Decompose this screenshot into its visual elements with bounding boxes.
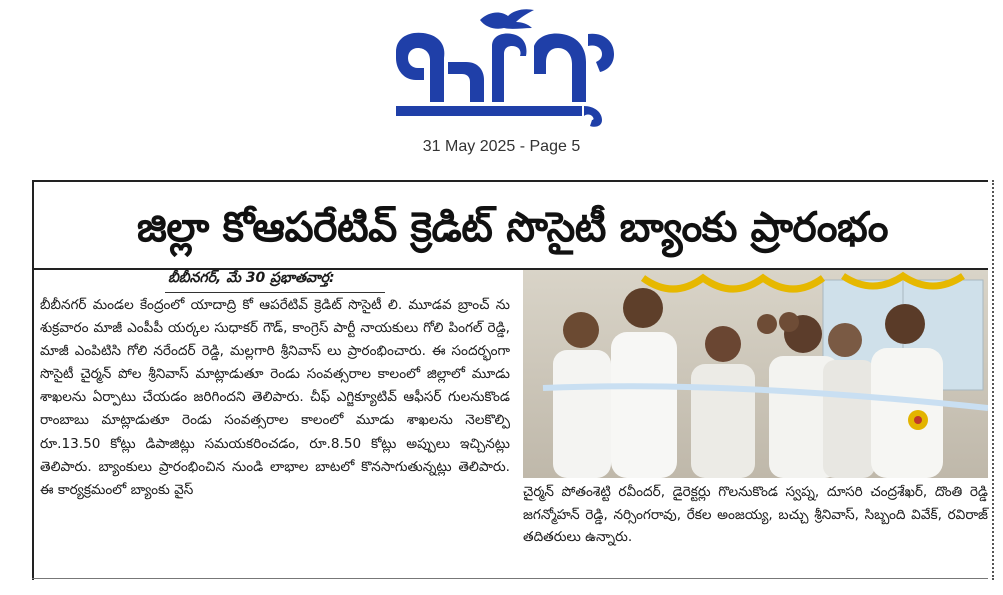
masthead: [0, 0, 1003, 175]
logo-underline: [396, 106, 582, 116]
article-body: బీబీనగర్ మండల కేంద్రంలో యాదాద్రి కో ఆపరేటివ్ క్రెడిట్ సొసైటీ లి. మూడవ బ్రాంచ్ ను శుక్రవారం మాజీ ఎంపీపీ యర్కల సుధాకర్ గౌడ్, కాంగ్రెస్ పార్టీ నాయకులు గోలి పింగల్ రెడ్డి, మాజీ ఎంపిటిసి గోలి నరేందర్ రెడ్డి, మల్లగారి శ్రీనివాస్ లు ప్రారంభించారు. ఈ సందర్భంగా సొసైటీ చైర్మన్ పోల శ్రీనివాస్ మాట్లాడుతూ రెండు సంవత్సరాల కాలంలో జిల్లాలో మూడు శాఖలను ఏర్పాటు చేయడం జరిగిందని తెలిపారు. చీఫ్ ఎగ్జిక్యూటివ్ ఆఫీసర్ గులనుకొండ రాంబాబు మాట్లాడుతూ రెండు సంవత్సరాల కాలంలో మూడు శాఖలను నెలకొల్పి రూ.13.50 కోట్లు డిపాజిట్లు సమయకరించడం, రూ.8.50 కోట్లు అప్పులు ఇచ్చినట్లు తెలిపారు. బ్యాంకులు ప్రారంభించిన నుండి లాభాల బాటలో కొనసాగుతున్నట్లు తెలిపారు. ఈ కార్యక్రమంలో బ్యాంకు వైస్: [40, 297, 510, 498]
article-headline: జిల్లా కోఆపరేటివ్ క్రెడిట్ సొసైటీ బ్యాంకు ప్రారంభం: [136, 203, 889, 251]
bottom-rule: [32, 578, 988, 579]
ribbon-cutting-photo: [523, 270, 988, 478]
dove-icon: [480, 9, 534, 29]
date-page-label: 31 May 2025 - Page 5: [422, 138, 581, 155]
article-byline: బీబీనగర్, మే 30 ప్రభాతవార్త:: [168, 270, 335, 286]
varta-logo: [388, 6, 624, 128]
news-photo: [523, 270, 988, 478]
left-rule: [32, 180, 34, 580]
byline-underline: [165, 292, 385, 293]
dotted-cut-line: [992, 180, 994, 580]
top-rule: [32, 180, 988, 182]
photo-caption: చైర్మన్ పోతంశెట్టి రవీందర్, డైరెక్టర్లు గొలనుకొండ స్వప్న, దూసరి చంద్రశేఖర్, దొంతి రెడ్డి జగన్మోహన్ రెడ్డి, నర్సింగరావు, రేకల అంజయ్య, బచ్చు శ్రీనివాస్, సిబ్బంది వివేక్, రవిరాజ్ తదితరులు ఉన్నారు.: [523, 484, 988, 545]
